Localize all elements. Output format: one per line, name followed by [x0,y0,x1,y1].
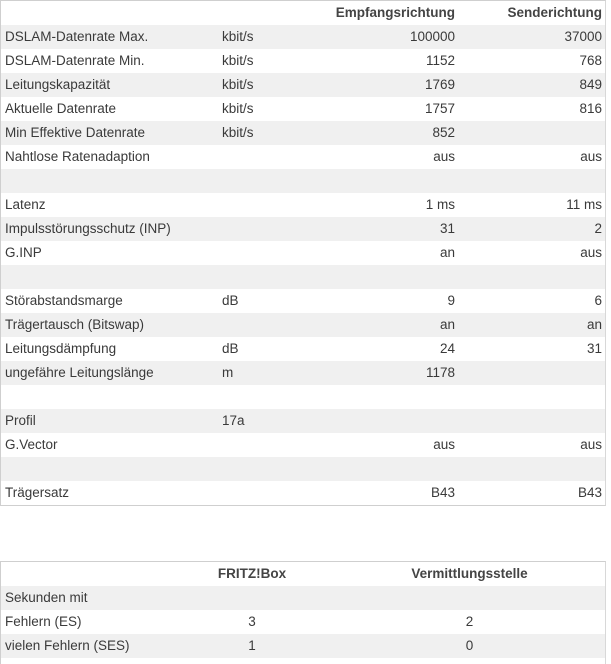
row-unit: kbit/s [222,29,254,44]
table-row [1,586,605,610]
row-upstream-value: 849 [579,77,602,92]
row-downstream-value: an [439,317,455,332]
header-fritzbox: FRITZ!Box [217,566,287,581]
row-exchange-value: 2 [465,614,474,629]
row-unit: kbit/s [222,125,254,140]
row-upstream-value: B43 [577,485,602,500]
table-row [1,610,605,634]
row-downstream-value: 24 [439,341,455,356]
row-label: Nahtlose Ratenadaption [5,149,150,164]
row-label: Leitungskapazität [5,77,111,92]
row-downstream-value: 1 ms [425,197,455,212]
table-row [1,49,605,73]
row-fritzbox-value: 3 [248,614,256,629]
row-unit: 17a [222,413,245,428]
row-upstream-value: aus [580,437,602,452]
table-row [1,25,605,49]
error-stats-header-row [1,562,605,586]
table-row [1,385,605,409]
row-unit: dB [222,341,239,356]
header-exchange: Vermittlungsstelle [411,566,528,581]
row-label: Profil [5,413,36,428]
row-downstream-value: 852 [432,125,455,140]
table-row [1,481,605,505]
row-label: Latenz [5,197,46,212]
row-label: Impulsstörungsschutz (INP) [5,221,171,236]
table-row [1,457,605,481]
table-row [1,361,605,385]
table-row [1,145,605,169]
row-label: ungefähre Leitungslänge [5,365,154,380]
row-downstream-value: aus [433,437,455,452]
row-downstream-value: 1757 [424,101,455,116]
row-downstream-value: 1152 [425,53,455,68]
table-row [1,121,605,145]
row-downstream-value: 9 [447,293,455,308]
table-row [1,97,605,121]
row-label: vielen Fehlern (SES) [5,638,130,653]
row-upstream-value: 768 [579,53,602,68]
row-upstream-value: 37000 [564,29,602,44]
row-label: DSLAM-Datenrate Max. [5,29,149,44]
row-label: Störabstandsmarge [5,293,123,308]
row-upstream-value: an [586,317,602,332]
row-downstream-value: 100000 [409,29,455,44]
row-downstream-value: B43 [430,485,455,500]
table-row [1,169,605,193]
header-downstream: Empfangsrichtung [335,5,455,20]
row-label: G.INP [5,245,42,260]
row-fritzbox-value: 1 [248,638,256,653]
table-row [1,409,605,433]
row-downstream-value: an [439,245,455,260]
table-row [1,241,605,265]
table-row [1,289,605,313]
row-upstream-value: aus [580,245,602,260]
table-row [1,73,605,97]
table-row [1,217,605,241]
row-unit: kbit/s [222,77,254,92]
table-row [1,433,605,457]
table-row [1,634,605,658]
row-downstream-value: 31 [439,221,455,236]
row-unit: kbit/s [222,53,254,68]
row-label: Trägersatz [5,485,70,500]
row-upstream-value: 816 [579,101,602,116]
row-label: Leitungsdämpfung [5,341,117,356]
row-upstream-value: 31 [586,341,602,356]
row-label: Fehlern (ES) [5,614,82,629]
row-unit: dB [222,293,239,308]
line-stats-header-row [1,1,605,25]
table-row [1,265,605,289]
row-downstream-value: 1178 [425,365,455,380]
row-label: Aktuelle Datenrate [5,101,117,116]
row-label: Min Effektive Datenrate [5,125,146,140]
row-label: G.Vector [5,437,58,452]
table-row [1,193,605,217]
table-row [1,313,605,337]
row-downstream-value: aus [433,149,455,164]
row-label: Trägertausch (Bitswap) [5,317,145,332]
row-upstream-value: 11 ms [566,197,602,212]
row-upstream-value: aus [580,149,602,164]
header-upstream: Senderichtung [507,5,602,20]
row-downstream-value: 1769 [424,77,455,92]
row-upstream-value: 6 [594,293,602,308]
row-upstream-value: 2 [594,221,602,236]
row-unit: m [222,365,234,380]
row-label: Sekunden mit [5,590,88,605]
error-stats-table [0,561,606,664]
table-row [1,337,605,361]
row-label: DSLAM-Datenrate Min. [5,53,145,68]
row-unit: kbit/s [222,101,254,116]
row-exchange-value: 0 [465,638,474,653]
